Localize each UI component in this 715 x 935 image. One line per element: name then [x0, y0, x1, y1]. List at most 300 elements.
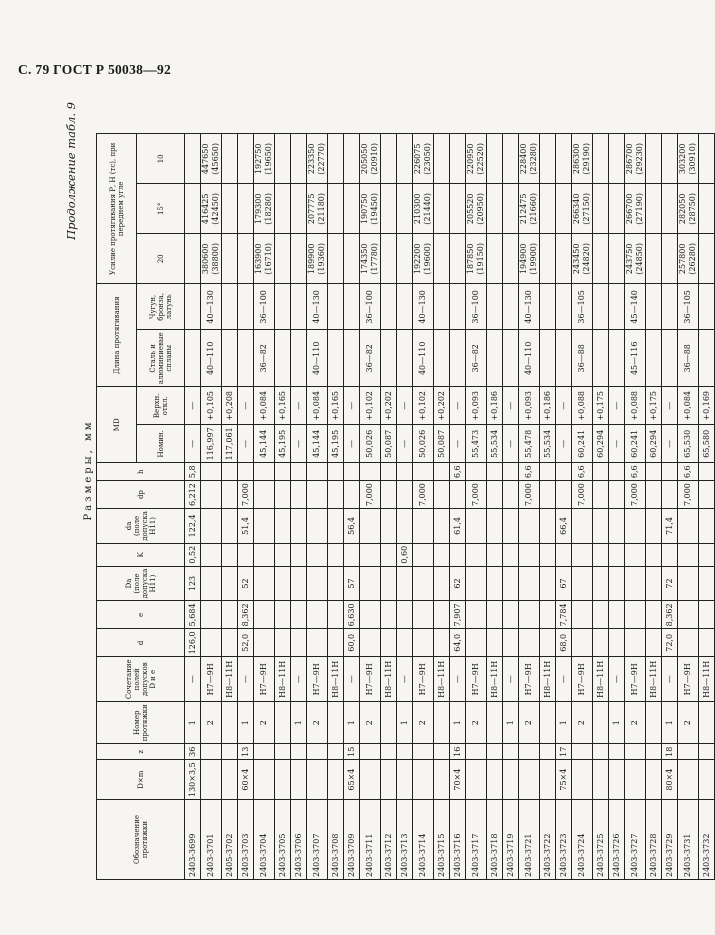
cell-dm — [434, 760, 450, 800]
cell-f10 — [540, 134, 556, 184]
cell-dev: +0,169 — [699, 387, 715, 425]
cell-e — [593, 601, 609, 629]
cell-d — [646, 629, 662, 657]
cell-num: 2 — [307, 702, 328, 744]
cell-f15: 416425 (42450) — [201, 184, 222, 234]
cell-h: 5,8 — [185, 463, 201, 481]
cell-ls — [381, 330, 397, 387]
cell-dev: +0,088 — [625, 387, 646, 425]
cell-nom: — — [185, 425, 201, 463]
cell-f20: 243750 (24850) — [625, 234, 646, 284]
cell-nom: 60,241 — [625, 425, 646, 463]
cell-f20: 163900 (16710) — [254, 234, 275, 284]
cell-nom: — — [344, 425, 360, 463]
cell-fld: — — [397, 657, 413, 702]
cell-li — [487, 284, 503, 330]
table-row — [254, 134, 275, 880]
cell-f10: 303200 (30910) — [678, 134, 699, 184]
cell-f10 — [503, 134, 519, 184]
cell-des: 2403-3722 — [540, 800, 556, 880]
cell-K — [434, 543, 450, 566]
cell-f15: 190750 (19450) — [360, 184, 381, 234]
cell-dm — [487, 760, 503, 800]
cell-Dd — [222, 566, 238, 601]
cell-num — [222, 702, 238, 744]
cell-dm — [328, 760, 344, 800]
cell-f10 — [328, 134, 344, 184]
cell-K — [344, 543, 360, 566]
cell-li — [503, 284, 519, 330]
cell-K — [625, 543, 646, 566]
cell-dev: +0,088 — [572, 387, 593, 425]
cell-f20: 380600 (38800) — [201, 234, 222, 284]
cell-Dd — [519, 566, 540, 601]
cell-num: 1 — [503, 702, 519, 744]
cell-f20: 174350 (17780) — [360, 234, 381, 284]
cell-dp — [275, 481, 291, 509]
cell-Dd — [572, 566, 593, 601]
cell-dp — [344, 481, 360, 509]
cell-h — [609, 463, 625, 481]
cell-dev: — — [185, 387, 201, 425]
cell-z — [699, 744, 715, 760]
cell-dm — [291, 760, 307, 800]
cell-fld: H8—11H — [540, 657, 556, 702]
cell-dev: +0,165 — [328, 387, 344, 425]
cell-fld: — — [344, 657, 360, 702]
table-row — [360, 134, 381, 880]
cell-d — [678, 629, 699, 657]
cell-da — [307, 509, 328, 544]
cell-e: 8,362 — [662, 601, 678, 629]
cell-f15 — [291, 184, 307, 234]
cell-nom: 55,478 — [519, 425, 540, 463]
cell-dm — [503, 760, 519, 800]
table-row — [328, 134, 344, 880]
cell-dp — [609, 481, 625, 509]
cell-da — [413, 509, 434, 544]
table-row — [275, 134, 291, 880]
cell-f20 — [540, 234, 556, 284]
cell-f10 — [381, 134, 397, 184]
cell-dm — [397, 760, 413, 800]
cell-K — [291, 543, 307, 566]
cell-d — [254, 629, 275, 657]
cell-li: 45—140 — [625, 284, 646, 330]
cell-K — [450, 543, 466, 566]
cell-fld: H8—11H — [699, 657, 715, 702]
cell-da — [275, 509, 291, 544]
cell-dev: — — [344, 387, 360, 425]
cell-d — [699, 629, 715, 657]
cell-f20: 243450 (24820) — [572, 234, 593, 284]
cell-des: 2403-3732 — [699, 800, 715, 880]
cell-d — [360, 629, 381, 657]
cell-li — [185, 284, 201, 330]
cell-d — [434, 629, 450, 657]
cell-z — [381, 744, 397, 760]
cell-dp — [487, 481, 503, 509]
cell-K — [609, 543, 625, 566]
cell-h — [344, 463, 360, 481]
cell-f10: 447650 (45650) — [201, 134, 222, 184]
cell-da — [201, 509, 222, 544]
cell-f20 — [222, 234, 238, 284]
cell-h — [593, 463, 609, 481]
cell-dp — [662, 481, 678, 509]
cell-h — [222, 463, 238, 481]
cell-z — [593, 744, 609, 760]
cell-nom: 45,144 — [307, 425, 328, 463]
cell-h — [328, 463, 344, 481]
cell-dm — [413, 760, 434, 800]
cell-des: 2403-3731 — [678, 800, 699, 880]
cell-e — [360, 601, 381, 629]
cell-d: 72,0 — [662, 629, 678, 657]
cell-f20 — [503, 234, 519, 284]
cell-h: 6,6 — [572, 463, 593, 481]
table-row — [466, 134, 487, 880]
cell-z — [487, 744, 503, 760]
cell-h — [275, 463, 291, 481]
cell-ls: 36—82 — [254, 330, 275, 387]
cell-f15 — [381, 184, 397, 234]
cell-e: 5,684 — [185, 601, 201, 629]
cell-dev: — — [238, 387, 254, 425]
cell-f10: 220950 (22520) — [466, 134, 487, 184]
cell-nom: 50,026 — [360, 425, 381, 463]
cell-f20 — [646, 234, 662, 284]
cell-e — [397, 601, 413, 629]
cell-fld: — — [238, 657, 254, 702]
cell-des: 2403-3711 — [360, 800, 381, 880]
cell-f15 — [540, 184, 556, 234]
cell-z — [413, 744, 434, 760]
cell-dm — [201, 760, 222, 800]
cell-f10: 228400 (23280) — [519, 134, 540, 184]
cell-li: 36—100 — [466, 284, 487, 330]
cell-dm: 75×4 — [556, 760, 572, 800]
cell-Dd — [609, 566, 625, 601]
cell-K — [646, 543, 662, 566]
cell-num — [487, 702, 503, 744]
cell-f10 — [609, 134, 625, 184]
cell-f15 — [699, 184, 715, 234]
cell-dev: +0,102 — [413, 387, 434, 425]
cell-K — [699, 543, 715, 566]
cell-dm — [307, 760, 328, 800]
cell-f20 — [434, 234, 450, 284]
cell-ls: 45—116 — [625, 330, 646, 387]
cell-K — [222, 543, 238, 566]
cell-e: 8,362 — [238, 601, 254, 629]
cell-h — [646, 463, 662, 481]
cell-da: 56,4 — [344, 509, 360, 544]
cell-z — [397, 744, 413, 760]
cell-f15 — [397, 184, 413, 234]
cell-li — [646, 284, 662, 330]
cell-K — [360, 543, 381, 566]
cell-d — [275, 629, 291, 657]
cell-h — [201, 463, 222, 481]
cell-d — [307, 629, 328, 657]
cell-Dd: 72 — [662, 566, 678, 601]
cell-dp: 7,000 — [572, 481, 593, 509]
cell-K — [201, 543, 222, 566]
cell-h — [254, 463, 275, 481]
table-row — [238, 134, 254, 880]
cell-da — [572, 509, 593, 544]
cell-li — [662, 284, 678, 330]
cell-dp: 7,000 — [360, 481, 381, 509]
cell-z — [466, 744, 487, 760]
cell-num — [540, 702, 556, 744]
cell-K — [519, 543, 540, 566]
cell-f15 — [609, 184, 625, 234]
col-d: d — [97, 629, 185, 657]
cell-li — [328, 284, 344, 330]
cell-h — [540, 463, 556, 481]
cell-li — [275, 284, 291, 330]
cell-f20: 194900 (19900) — [519, 234, 540, 284]
cell-Dd — [275, 566, 291, 601]
cell-Dd — [434, 566, 450, 601]
cell-dm — [625, 760, 646, 800]
table-row — [519, 134, 540, 880]
cell-f10 — [222, 134, 238, 184]
cell-h: 6,6 — [519, 463, 540, 481]
cell-e — [413, 601, 434, 629]
cell-f10 — [291, 134, 307, 184]
cell-e — [201, 601, 222, 629]
cell-e: 7,907 — [450, 601, 466, 629]
cell-da — [222, 509, 238, 544]
cell-f20 — [275, 234, 291, 284]
cell-ls — [238, 330, 254, 387]
cell-ls: 40—110 — [307, 330, 328, 387]
cell-h — [699, 463, 715, 481]
cell-ls: 40—110 — [519, 330, 540, 387]
cell-Dd — [291, 566, 307, 601]
cell-des: 2403-3727 — [625, 800, 646, 880]
cell-num: 1 — [397, 702, 413, 744]
cell-Dd: 62 — [450, 566, 466, 601]
cell-z: 17 — [556, 744, 572, 760]
cell-f20: 187850 (19150) — [466, 234, 487, 284]
cell-fld: H7—9H — [201, 657, 222, 702]
table-row — [572, 134, 593, 880]
cell-ls — [503, 330, 519, 387]
cell-da — [646, 509, 662, 544]
cell-fld: H8—11H — [275, 657, 291, 702]
cell-fld: H8—11H — [381, 657, 397, 702]
cell-dm — [572, 760, 593, 800]
cell-nom: 65,530 — [678, 425, 699, 463]
cell-num: 2 — [254, 702, 275, 744]
cell-dp — [593, 481, 609, 509]
cell-h — [466, 463, 487, 481]
cell-dev: — — [397, 387, 413, 425]
cell-dm: 80×4 — [662, 760, 678, 800]
cell-num — [381, 702, 397, 744]
cell-z — [503, 744, 519, 760]
table-row — [556, 134, 572, 880]
cell-nom: — — [291, 425, 307, 463]
cell-K — [662, 543, 678, 566]
cell-num — [699, 702, 715, 744]
cell-z — [360, 744, 381, 760]
continuation-title: Продолжение табл. 9 — [64, 102, 78, 240]
col-angle-15: 15° — [137, 184, 185, 234]
cell-Dd — [593, 566, 609, 601]
col-num: Номер протяжки — [97, 702, 185, 744]
cell-ls — [593, 330, 609, 387]
cell-ls — [662, 330, 678, 387]
cell-h — [307, 463, 328, 481]
cell-des: 2403-3712 — [381, 800, 397, 880]
cell-K — [556, 543, 572, 566]
cell-f10 — [487, 134, 503, 184]
cell-d — [291, 629, 307, 657]
cell-z — [678, 744, 699, 760]
cell-num: 1 — [609, 702, 625, 744]
cell-z — [275, 744, 291, 760]
cell-dm — [540, 760, 556, 800]
cell-ls — [344, 330, 360, 387]
cell-ls — [185, 330, 201, 387]
cell-da — [434, 509, 450, 544]
cell-Dd — [307, 566, 328, 601]
cell-da: 122,4 — [185, 509, 201, 544]
cell-z — [646, 744, 662, 760]
cell-dm — [222, 760, 238, 800]
cell-h — [556, 463, 572, 481]
col-M: MD — [97, 387, 137, 463]
cell-des: 2403-3718 — [487, 800, 503, 880]
cell-ls — [556, 330, 572, 387]
table-row — [646, 134, 662, 880]
cell-dm — [519, 760, 540, 800]
cell-h — [291, 463, 307, 481]
cell-des: 2403-3708 — [328, 800, 344, 880]
cell-des: 2403-3716 — [450, 800, 466, 880]
cell-K — [466, 543, 487, 566]
cell-des: 2403-3724 — [572, 800, 593, 880]
cell-d — [503, 629, 519, 657]
cell-e: 7,784 — [556, 601, 572, 629]
col-length: Длина протягивания — [97, 284, 137, 387]
cell-li: 36—105 — [678, 284, 699, 330]
cell-d — [222, 629, 238, 657]
table-row — [344, 134, 360, 880]
cell-e — [503, 601, 519, 629]
cell-d — [609, 629, 625, 657]
cell-des: 2403-3703 — [238, 800, 254, 880]
cell-dev: +0,084 — [307, 387, 328, 425]
cell-num: 1 — [662, 702, 678, 744]
cell-nom: 45,144 — [254, 425, 275, 463]
cell-dp: 7,000 — [413, 481, 434, 509]
cell-K — [381, 543, 397, 566]
cell-da — [503, 509, 519, 544]
table-row — [609, 134, 625, 880]
cell-dev: +0,102 — [360, 387, 381, 425]
table-row — [593, 134, 609, 880]
col-Dd: Da (поле допуска H11) — [97, 566, 185, 601]
cell-f10 — [434, 134, 450, 184]
cell-num: 1 — [450, 702, 466, 744]
cell-K — [572, 543, 593, 566]
col-designation: Обозначение протяжки — [97, 800, 185, 880]
table-row — [307, 134, 328, 880]
cell-da — [360, 509, 381, 544]
cell-da — [678, 509, 699, 544]
cell-f20 — [556, 234, 572, 284]
cell-da — [519, 509, 540, 544]
cell-h — [413, 463, 434, 481]
cell-num: 2 — [413, 702, 434, 744]
col-iron: Чугун, бронза, латунь — [137, 284, 185, 330]
cell-h: 6,6 — [678, 463, 699, 481]
cell-f10 — [646, 134, 662, 184]
cell-K — [540, 543, 556, 566]
cell-nom: — — [556, 425, 572, 463]
cell-d — [540, 629, 556, 657]
cell-ls — [487, 330, 503, 387]
cell-Dd — [503, 566, 519, 601]
cell-f15 — [328, 184, 344, 234]
cell-dev: +0,084 — [678, 387, 699, 425]
cell-z — [254, 744, 275, 760]
cell-num: 2 — [519, 702, 540, 744]
cell-num: 2 — [201, 702, 222, 744]
cell-e — [487, 601, 503, 629]
cell-nom: — — [503, 425, 519, 463]
cell-h — [397, 463, 413, 481]
cell-z — [328, 744, 344, 760]
cell-f15: 212475 (21660) — [519, 184, 540, 234]
cell-li — [450, 284, 466, 330]
cell-dev: +0,175 — [593, 387, 609, 425]
cell-h — [487, 463, 503, 481]
cell-dm — [678, 760, 699, 800]
cell-f10 — [185, 134, 201, 184]
cell-d — [397, 629, 413, 657]
table-row — [662, 134, 678, 880]
cell-f10 — [238, 134, 254, 184]
cell-dm — [360, 760, 381, 800]
cell-nom: 50,026 — [413, 425, 434, 463]
cell-z — [519, 744, 540, 760]
cell-e — [699, 601, 715, 629]
cell-li — [609, 284, 625, 330]
cell-ls: 36—82 — [360, 330, 381, 387]
cell-K — [593, 543, 609, 566]
cell-nom: — — [397, 425, 413, 463]
cell-da — [699, 509, 715, 544]
cell-fld: H8—11H — [328, 657, 344, 702]
cell-z: 36 — [185, 744, 201, 760]
cell-f15 — [646, 184, 662, 234]
table-row — [185, 134, 201, 880]
cell-li — [593, 284, 609, 330]
cell-h — [662, 463, 678, 481]
cell-des: 2403-3717 — [466, 800, 487, 880]
cell-f10: 192750 (19650) — [254, 134, 275, 184]
table-row — [540, 134, 556, 880]
table-row — [699, 134, 715, 880]
cell-fld: — — [609, 657, 625, 702]
